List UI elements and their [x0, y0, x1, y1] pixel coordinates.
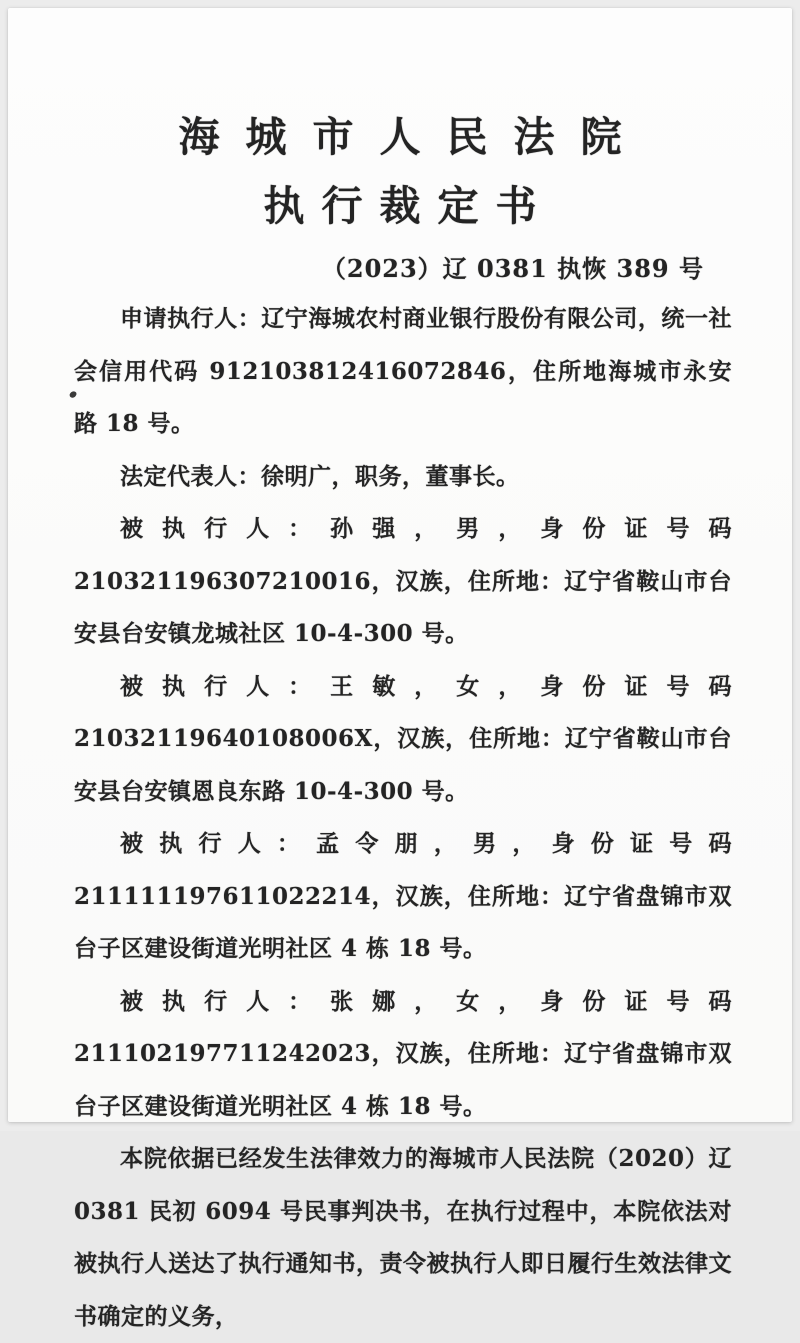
document-body [74, 293, 732, 1343]
paragraph-respondent-1: 被执行人：孙强，男，身份证号码 210321196307210016，汉族，住所地：辽宁省鞍山市台安县台安镇龙城社区 10-4-300 号。 [74, 515, 732, 647]
paragraph-legal-representative: 法定代表人：徐明广，职务，董事长。 [120, 462, 520, 490]
paragraph-applicant: 申请执行人：辽宁海城农村商业银行股份有限公司，统一社会信用代码 912103812416072846，住所地海城市永安路 18 号。 [74, 305, 732, 437]
document-type-title: 执行裁定书 [263, 182, 554, 230]
court-name-title: 海城市人民法院 [178, 113, 648, 161]
paragraph-respondent-3: 被执行人：孟令朋，男，身份证号码 211111197611022214，汉族，住所地：辽宁省盘锦市双台子区建设街道光明社区 4 栋 18 号。 [74, 830, 732, 962]
paragraph-ruling-basis: 本院依据已经发生法律效力的海城市人民法院（2020）辽 0381 民初 6094 号民事判决书，在执行过程中，本院依法对被执行人送达了执行通知书，责令被执行人即日履行生效法律文书确定的义务， [74, 1145, 732, 1330]
paragraph-respondent-2: 被执行人：王敏，女，身份证号码 21032119640108006X，汉族，住所地：辽宁省鞍山市台安县台安镇恩良东路 10-4-300 号。 [74, 672, 732, 805]
paragraph-respondent-4: 被执行人：张娜，女，身份证号码 211102197711242023，汉族，住所地：辽宁省盘锦市双台子区建设街道光明社区 4 栋 18 号。 [74, 987, 732, 1120]
document-page [8, 8, 792, 1330]
case-number: （2023）辽 0381 执恢 389 号 [321, 254, 704, 283]
